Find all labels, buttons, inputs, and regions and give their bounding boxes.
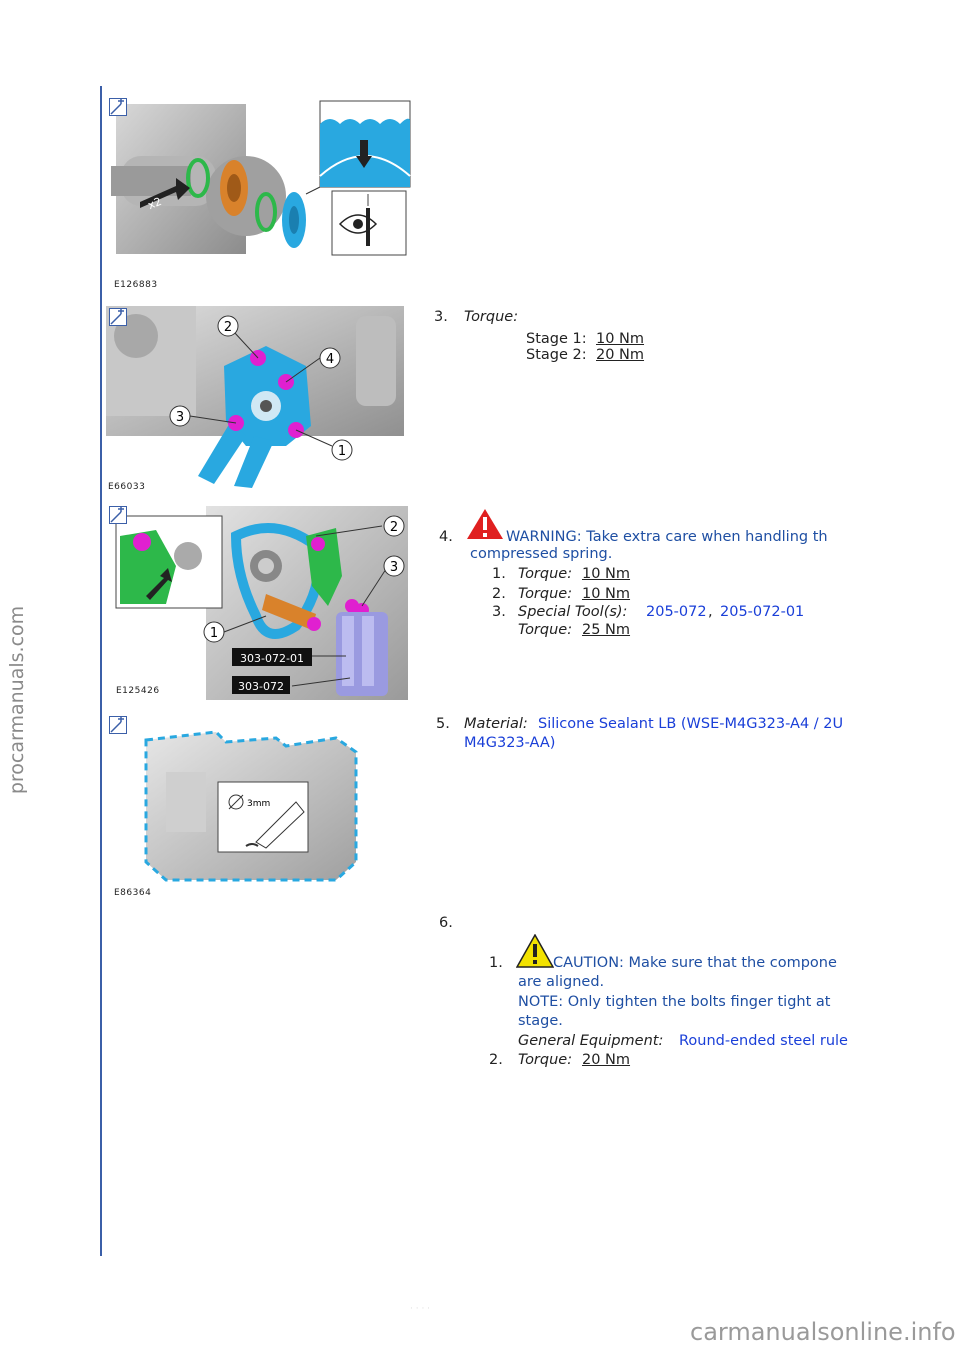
callout-3: 3: [175, 410, 185, 425]
callout-3: 3: [389, 560, 399, 575]
step-4-number: 4.: [439, 529, 453, 545]
stage1-value[interactable]: 10 Nm: [596, 331, 645, 347]
tool-label-1: 303-072-01: [240, 652, 304, 665]
figure-id: E125426: [116, 686, 160, 696]
side-watermark: [2, 580, 32, 820]
special-tool-separator: ,: [708, 604, 713, 620]
caution-icon: [516, 934, 554, 968]
step-4-item-2-label: Torque:: [518, 586, 573, 602]
stage2-label: Stage 2:: [526, 347, 587, 363]
footer-page-text: · · · ·: [410, 1304, 431, 1314]
step-6-sub-2-value[interactable]: 20 Nm: [582, 1052, 631, 1068]
step-6-sub-1-number: 1.: [489, 955, 503, 971]
step-3-label: Torque:: [464, 309, 519, 325]
callout-4: 4: [325, 352, 335, 367]
zoom-icon[interactable]: [109, 716, 127, 734]
oil-pan-illustration: [106, 712, 368, 902]
step-3-number: 3.: [434, 309, 448, 325]
figure-oil-pump: [106, 306, 404, 496]
step-4-item-1-number: 1.: [492, 566, 506, 582]
figure-tensioner: [106, 506, 408, 700]
stage2-value[interactable]: 20 Nm: [596, 347, 645, 363]
step-4-item-3-number: 3.: [492, 604, 506, 620]
step-4-item-1-label: Torque:: [518, 566, 573, 582]
step-4-item-1-value[interactable]: 10 Nm: [582, 566, 631, 582]
figure-id: E66033: [108, 482, 146, 492]
special-tool-link-1[interactable]: 205-072: [646, 604, 707, 620]
callout-1: 1: [209, 626, 219, 641]
special-tool-link-2[interactable]: 205-072-01: [720, 604, 805, 620]
zoom-icon[interactable]: [109, 506, 127, 524]
zoom-icon[interactable]: [109, 308, 127, 326]
warning-line-1: WARNING: Take extra care when handling th: [506, 529, 828, 545]
note-line-1: NOTE: Only tighten the bolts finger tight at: [518, 994, 831, 1010]
step-5-label: Material:: [464, 716, 528, 732]
step-6-number: 6.: [439, 915, 453, 931]
warning-icon: [466, 508, 504, 540]
step-4-item-3-label: Special Tool(s):: [518, 604, 628, 620]
step-4-item-3-torque-label: Torque:: [518, 622, 573, 638]
equipment-label: General Equipment:: [518, 1033, 664, 1049]
step-5-number: 5.: [436, 716, 450, 732]
equipment-link[interactable]: Round-ended steel rule: [679, 1033, 848, 1049]
material-link-line-1[interactable]: Silicone Sealant LB (WSE-M4G323-A4 / 2U: [538, 716, 844, 732]
warning-line-2: compressed spring.: [470, 546, 613, 562]
step-6-sub-2-number: 2.: [489, 1052, 503, 1068]
figure-timing-gear: [106, 96, 414, 292]
oil-pump-illustration: [106, 306, 404, 496]
callout-2: 2: [389, 520, 399, 535]
tool-label-2: 303-072: [238, 680, 284, 693]
figure-oil-pan: [106, 712, 368, 902]
material-link-line-2[interactable]: M4G323-AA): [464, 735, 556, 751]
callout-1: 1: [337, 444, 347, 459]
tensioner-illustration: [106, 506, 408, 700]
step-6-sub-2-label: Torque:: [518, 1052, 573, 1068]
watermark-text: procarmanuals.com: [6, 605, 28, 795]
zoom-icon[interactable]: [109, 98, 127, 116]
stage1-label: Stage 1:: [526, 331, 587, 347]
step-4-item-3-torque-value[interactable]: 25 Nm: [582, 622, 631, 638]
multiplier-label: x2: [146, 194, 164, 212]
bead-diameter-label: 3mm: [247, 799, 271, 809]
note-line-2: stage.: [518, 1013, 563, 1029]
caution-line-1: CAUTION: Make sure that the compone: [553, 955, 837, 971]
page-rule: [100, 86, 102, 1256]
caution-line-2: are aligned.: [518, 974, 605, 990]
figure-id: E86364: [114, 888, 152, 898]
figure-id: E126883: [114, 280, 158, 290]
step-4-item-2-number: 2.: [492, 586, 506, 602]
step-4-item-2-value[interactable]: 10 Nm: [582, 586, 631, 602]
footer-watermark: carmanualsonline.info: [690, 1318, 956, 1346]
timing-gear-illustration: [106, 96, 414, 292]
callout-2: 2: [223, 320, 233, 335]
